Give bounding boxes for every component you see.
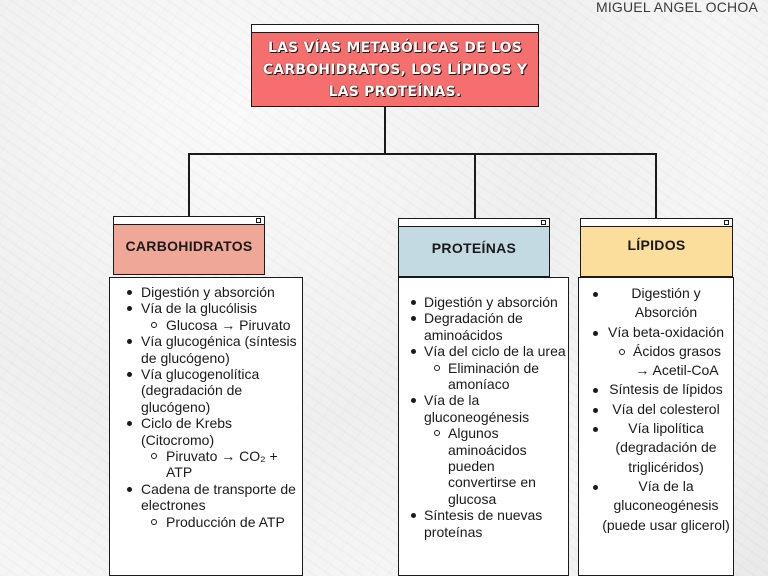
window-button-icon — [256, 218, 261, 223]
list-item: Vía de la glucólisis Glucosa → Piruvato — [120, 300, 302, 333]
list-item: Vía del ciclo de la urea Eliminación de amoníaco — [405, 343, 568, 392]
window-button-icon — [541, 220, 546, 225]
sub-list-item: Eliminación de amoníaco — [424, 360, 568, 393]
category-title: CARBOHIDRATOS — [125, 238, 253, 254]
list-item: Síntesis de nuevas proteínas — [405, 507, 568, 540]
connector-lipidos — [655, 153, 657, 219]
sub-list-item: Producción de ATP — [141, 514, 302, 530]
proteinas-list — [405, 294, 568, 540]
lipidos-list-box — [578, 277, 734, 576]
window-bar — [399, 219, 549, 227]
window-bar — [581, 219, 732, 227]
sub-list-item: Ácidos grasos → Acetil-CoA — [601, 342, 731, 381]
list-item: Digestión y absorción — [405, 294, 568, 310]
window-button-icon — [724, 220, 729, 225]
sub-list-item-continuation: → Acetil-CoA — [635, 362, 719, 379]
list-item: Vía de la gluconeogénesis (puede usar glicerol) — [583, 477, 733, 535]
category-carbohidratos — [113, 216, 265, 275]
sub-list-item: Piruvato → CO₂ + ATP — [141, 448, 302, 481]
category-proteinas — [398, 218, 550, 277]
author-name: MIGUEL ANGEL OCHOA — [595, 0, 758, 15]
main-title: LAS VÍAS METABÓLICAS DE LOS CARBOHIDRATOS, LOS LÍPIDOS Y LAS PROTEÍNAS. — [262, 39, 528, 100]
proteinas-list-box — [398, 277, 569, 576]
lipidos-list — [583, 284, 733, 535]
category-title: LÍPIDOS — [627, 237, 686, 253]
list-item: Vía lipolítica (degradación de triglicéridos) — [583, 419, 733, 477]
connector-trunk — [384, 106, 386, 154]
connector-horizontal — [188, 153, 657, 155]
category-lipidos — [580, 218, 733, 277]
window-bar — [252, 25, 538, 33]
window-bar — [114, 217, 264, 225]
list-item: Síntesis de lípidos — [583, 380, 733, 399]
list-item: Vía glucogénica (síntesis de glucógeno) — [120, 333, 302, 366]
main-title-box — [251, 24, 539, 107]
sub-list-item: Algunos aminoácidos pueden convertirse en glucosa — [424, 425, 568, 507]
list-item: Vía del colesterol — [583, 400, 733, 419]
connector-proteinas — [474, 153, 476, 219]
list-item: Vía glucogenolítica (degradación de glucógeno) — [120, 366, 302, 415]
list-item: Cadena de transporte de electrones Producción de ATP — [120, 481, 302, 530]
list-item: Digestión y absorción — [120, 284, 302, 300]
connector-carbohidratos — [188, 153, 190, 217]
category-title: PROTEÍNAS — [431, 240, 517, 256]
carbohidratos-list — [120, 284, 302, 530]
list-item: Ciclo de Krebs (Citocromo) Piruvato → CO₂ + ATP — [120, 415, 302, 481]
list-item: Degradación de aminoácidos — [405, 310, 568, 343]
list-item: Vía de la gluconeogénesis Algunos aminoácidos pueden convertirse en glucosa — [405, 392, 568, 507]
carbohidratos-list-box — [109, 277, 303, 576]
sub-list-item: Glucosa → Piruvato — [141, 317, 302, 333]
list-item: Digestión y Absorción — [583, 284, 733, 323]
list-item: Vía beta-oxidación Ácidos grasos → Acetil-CoA — [583, 323, 733, 381]
